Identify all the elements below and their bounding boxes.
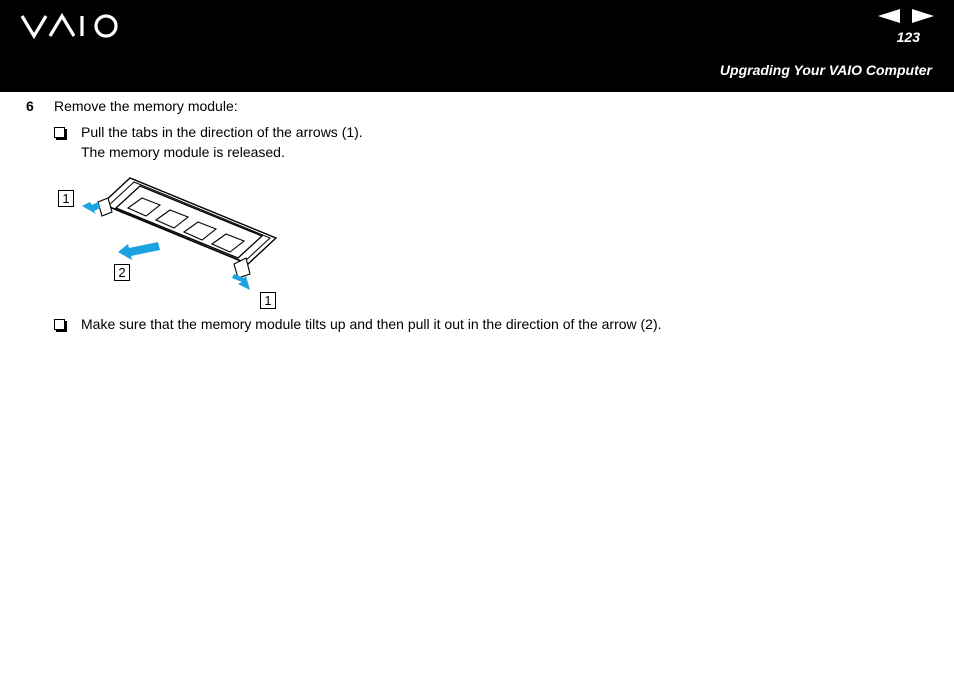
previous-page-icon[interactable] [878,9,900,23]
bullet-1-line-2: The memory module is released. [81,144,285,160]
memory-module-drawing [58,172,288,312]
bullet-1-line-1: Pull the tabs in the direction of the arrows (1). [81,124,363,140]
vaio-logo [20,12,120,40]
page-header [0,0,954,92]
step-text: Remove the memory module: [54,98,238,114]
callout-1-bottom: 1 [260,292,276,309]
step-number: 6 [26,98,34,114]
callout-2: 2 [114,264,130,281]
memory-module-illustration [58,172,288,317]
arrow-2 [118,242,160,260]
checkbox-bullet-icon [54,317,68,331]
next-page-icon[interactable] [912,9,934,23]
bullet-2-line-1: Make sure that the memory module tilts up and then pull it out in the direction of the arrow (2). [81,316,662,332]
callout-1-top: 1 [58,190,74,207]
checkbox-bullet-icon [54,125,68,139]
arrow-1-top [82,202,100,214]
section-title: Upgrading Your VAIO Computer [719,62,932,78]
bullet-2 [81,314,662,334]
bullet-1 [81,122,363,162]
page-number: 123 [896,29,920,45]
